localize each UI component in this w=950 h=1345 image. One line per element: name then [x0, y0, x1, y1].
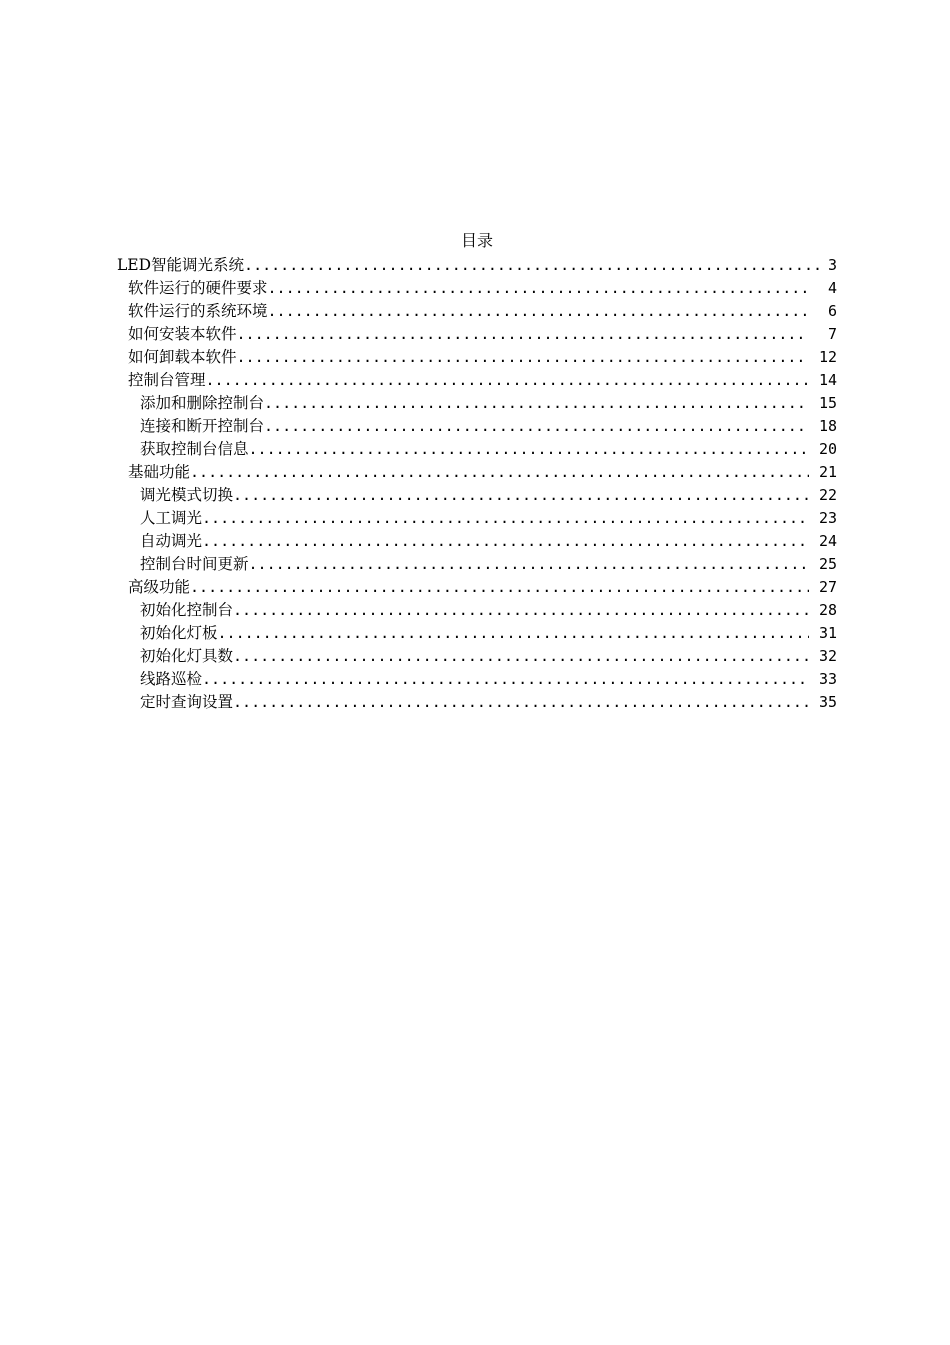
- toc-entry-page: 7: [827, 325, 837, 343]
- toc-entry-page: 4: [827, 279, 837, 297]
- toc-leader-dots: [190, 461, 809, 484]
- toc-entry-label: 如何安装本软件: [128, 325, 237, 343]
- toc-leader-dots: [249, 553, 809, 576]
- toc-entry[interactable]: [117, 668, 837, 691]
- toc-leader-dots: [233, 484, 809, 507]
- toc-entry[interactable]: [117, 438, 837, 461]
- toc-entry[interactable]: [117, 622, 837, 645]
- toc-entry-label: 添加和删除控制台: [140, 394, 265, 412]
- toc-entry-page: 20: [818, 440, 837, 458]
- toc-entry-page: 35: [818, 693, 837, 711]
- toc-entry-page: 18: [818, 417, 837, 435]
- toc-entry-label: 软件运行的系统环境: [128, 302, 268, 320]
- toc-entry-label: 自动调光: [140, 532, 203, 550]
- toc-entry-page: 23: [818, 509, 837, 527]
- toc-entry[interactable]: [117, 530, 837, 553]
- toc-leader-dots: [190, 576, 809, 599]
- toc-leader-dots: [237, 346, 809, 369]
- toc-entry-page: 33: [818, 670, 837, 688]
- toc-leader-dots: [233, 645, 809, 668]
- toc-entry-label: 基础功能: [128, 463, 191, 481]
- toc-entry-label: 初始化灯具数: [140, 647, 234, 665]
- toc-entry-label: 如何卸载本软件: [128, 348, 237, 366]
- toc-leader-dots: [264, 392, 809, 415]
- toc-leader-dots: [202, 530, 809, 553]
- toc-entry[interactable]: [117, 576, 837, 599]
- toc-entry-page: 14: [818, 371, 837, 389]
- toc-leader-dots: [268, 277, 809, 300]
- toc-entry[interactable]: [117, 507, 837, 530]
- toc-entry[interactable]: [117, 415, 837, 438]
- toc-entry-label: 线路巡检: [140, 670, 203, 688]
- toc-entry-page: 31: [818, 624, 837, 642]
- toc-entry-page: 25: [818, 555, 837, 573]
- toc-entry[interactable]: [117, 346, 837, 369]
- toc-entry-label: 获取控制台信息: [140, 440, 249, 458]
- toc-entry-page: 27: [818, 578, 837, 596]
- toc-leader-dots: [202, 668, 809, 691]
- table-of-contents: [117, 232, 837, 714]
- toc-entry-label: 调光模式切换: [140, 486, 234, 504]
- toc-entry[interactable]: [117, 300, 837, 323]
- toc-entry[interactable]: [117, 484, 837, 507]
- toc-leader-dots: [237, 323, 809, 346]
- toc-entry-label: 人工调光: [140, 509, 203, 527]
- toc-leader-dots: [264, 415, 809, 438]
- toc-entry-page: 12: [818, 348, 837, 366]
- toc-entry-label: 定时查询设置: [140, 693, 234, 711]
- toc-entry-label: 初始化灯板: [140, 624, 218, 642]
- toc-leader-dots: [249, 438, 809, 461]
- toc-entry-label: 连接和断开控制台: [140, 417, 265, 435]
- toc-entry-label: 控制台时间更新: [140, 555, 249, 573]
- toc-entry-page: 21: [818, 463, 837, 481]
- toc-title: 目录: [460, 231, 493, 250]
- toc-entry[interactable]: [117, 691, 837, 714]
- toc-leader-dots: [202, 507, 809, 530]
- toc-entry-page: 22: [818, 486, 837, 504]
- toc-leader-dots: [233, 691, 809, 714]
- toc-leader-dots: [233, 599, 809, 622]
- toc-entry-label: 控制台管理: [128, 371, 206, 389]
- toc-leader-dots: [206, 369, 809, 392]
- toc-entry-label: LED智能调光系统: [117, 256, 245, 274]
- toc-entry-page: 32: [818, 647, 837, 665]
- toc-entry-page: 24: [818, 532, 837, 550]
- toc-leader-dots: [268, 300, 809, 323]
- toc-entry[interactable]: [117, 369, 837, 392]
- toc-entry[interactable]: [117, 254, 837, 277]
- toc-entry[interactable]: [117, 392, 837, 415]
- toc-entry[interactable]: [117, 277, 837, 300]
- toc-entry[interactable]: [117, 323, 837, 346]
- toc-entry[interactable]: [117, 599, 837, 622]
- toc-entry-label: 高级功能: [128, 578, 191, 596]
- toc-entry[interactable]: [117, 461, 837, 484]
- toc-leader-dots: [244, 254, 825, 277]
- toc-leader-dots: [218, 622, 809, 645]
- toc-entry-page: 28: [818, 601, 837, 619]
- toc-entry-page: 3: [827, 256, 837, 274]
- toc-entry-page: 15: [818, 394, 837, 412]
- toc-entry[interactable]: [117, 553, 837, 576]
- toc-entry[interactable]: [117, 645, 837, 668]
- toc-entry-label: 初始化控制台: [140, 601, 234, 619]
- toc-entry-page: 6: [827, 302, 837, 320]
- toc-entry-label: 软件运行的硬件要求: [128, 279, 268, 297]
